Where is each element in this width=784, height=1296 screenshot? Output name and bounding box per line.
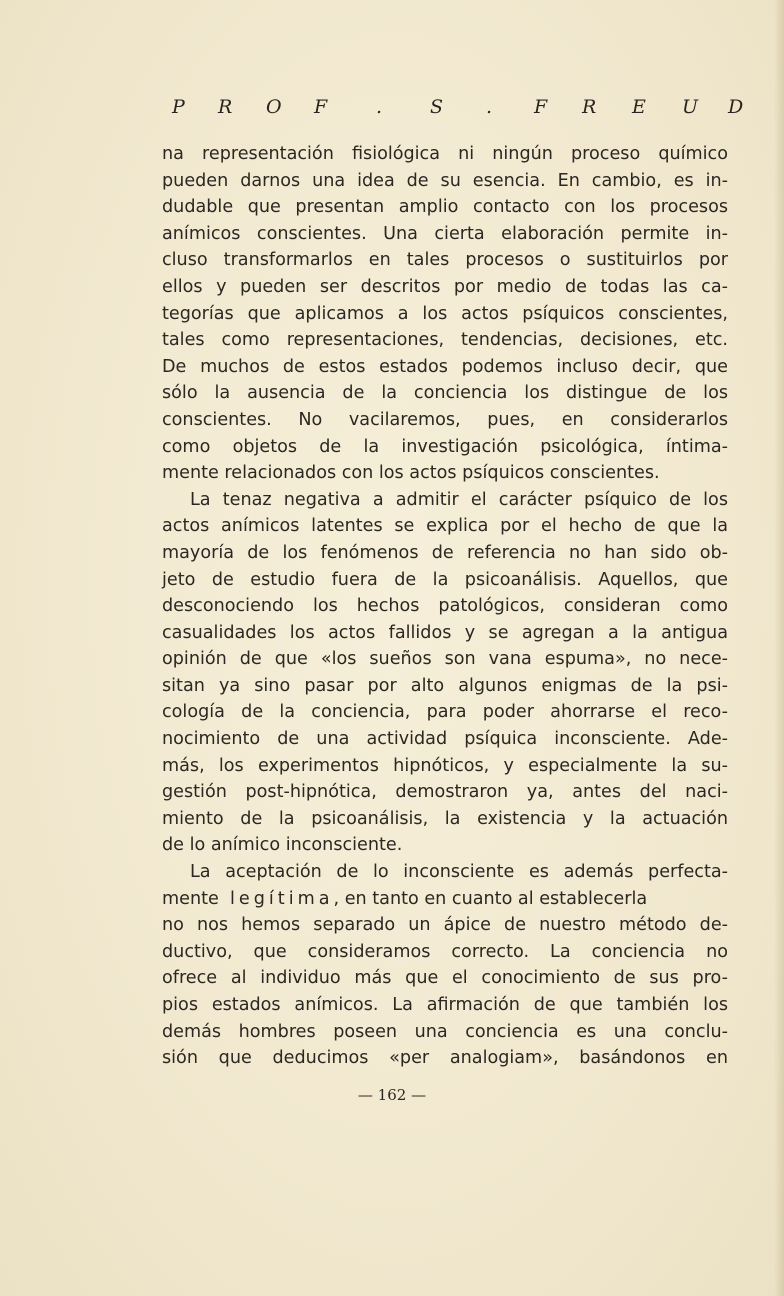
text-line: ellos y pueden ser descritos por medio de todas las ca-: [162, 276, 728, 297]
text-line: sión que deducimos «per analogiam», basándonos en: [162, 1048, 728, 1069]
text-line: casualidades los actos fallidos y se agregan a la antigua: [162, 622, 728, 643]
running-head-letter: .: [376, 96, 383, 118]
text-line: ofrece al individuo más que el conocimiento de sus pro-: [162, 968, 728, 989]
text-line: anímicos conscientes. Una cierta elaboración permite in-: [162, 223, 728, 244]
text-line: sólo la ausencia de la conciencia los distingue de los: [162, 383, 728, 404]
text-line: La tenaz negativa a admitir el carácter psíquico de los: [190, 489, 728, 510]
text-line: pios estados anímicos. La afirmación de que también los: [162, 995, 728, 1015]
text-line: conscientes. No vacilaremos, pues, en considerarlos: [162, 409, 728, 430]
running-head-letter: D: [728, 96, 744, 118]
running-head-letter: .: [486, 96, 493, 118]
text-line: actos anímicos latentes se explica por el hecho de que la: [162, 516, 728, 537]
text-line: demás hombres poseen una conciencia es una conclu-: [162, 1021, 728, 1042]
text-line: mente relacionados con los actos psíquicos conscientes.: [162, 463, 660, 484]
text-line: tegorías que aplicamos a los actos psíquicos conscientes,: [162, 303, 728, 324]
text-line: como objetos de la investigación psicológica, íntima-: [162, 436, 728, 457]
text-line: no nos hemos separado un ápice de nuestro método de-: [162, 915, 728, 936]
text-line: sitan ya sino pasar por alto algunos enigmas de la psi-: [162, 675, 728, 696]
text-line: tales como representaciones, tendencias, decisiones, etc.: [162, 330, 728, 351]
running-head-letter: E: [632, 96, 646, 118]
text-line: La aceptación de lo inconsciente es además perfecta-: [190, 862, 728, 883]
text-line: dudable que presentan amplio contacto con los procesos: [162, 197, 728, 218]
emphasized-word: legítima: [230, 888, 334, 909]
body-text: [162, 141, 728, 1072]
text-line: ductivo, que consideramos correcto. La conciencia no: [162, 941, 728, 962]
text-line: de lo anímico inconsciente.: [162, 835, 403, 856]
running-head-letter: S: [430, 96, 444, 118]
text-fragment: , en tanto en cuanto al establecerla: [333, 888, 648, 909]
text-line: mayoría de los fenómenos de referencia no han sido ob-: [162, 542, 728, 563]
running-head-letter: P: [172, 96, 185, 118]
text-line: más, los experimentos hipnóticos, y especialmente la su-: [162, 755, 728, 776]
text-line: opinión de que «los sueños son vana espuma», no nece-: [162, 649, 728, 670]
running-head: [172, 96, 742, 122]
page-number: — 162 —: [357, 1086, 427, 1104]
text-line: desconociendo los hechos patológicos, consideran como: [162, 596, 728, 617]
running-head-letter: U: [682, 96, 699, 118]
text-line: pueden darnos una idea de su esencia. En cambio, es in-: [162, 170, 728, 191]
text-line: jeto de estudio fuera de la psicoanálisis. Aquellos, que: [162, 569, 728, 590]
running-head-letter: R: [218, 96, 233, 118]
running-head-letter: F: [534, 96, 548, 118]
running-head-letter: R: [582, 96, 597, 118]
text-fragment: mente: [162, 888, 219, 909]
running-head-letter: O: [266, 96, 282, 118]
text-line: nocimiento de una actividad psíquica inconsciente. Ade-: [162, 729, 728, 750]
text-line: [162, 886, 728, 913]
text-line: gestión post-hipnótica, demostraron ya, antes del naci-: [162, 782, 728, 803]
text-line: cluso transformarlos en tales procesos o sustituirlos por: [162, 250, 728, 271]
running-head-letter: F: [314, 96, 328, 118]
text-line: De muchos de estos estados podemos incluso decir, que: [162, 356, 728, 377]
text-line: cología de la conciencia, para poder ahorrarse el reco-: [162, 702, 728, 723]
text-line: miento de la psicoanálisis, la existencia y la actuación: [162, 808, 728, 829]
text-line: na representación fisiológica ni ningún proceso químico: [162, 144, 728, 164]
